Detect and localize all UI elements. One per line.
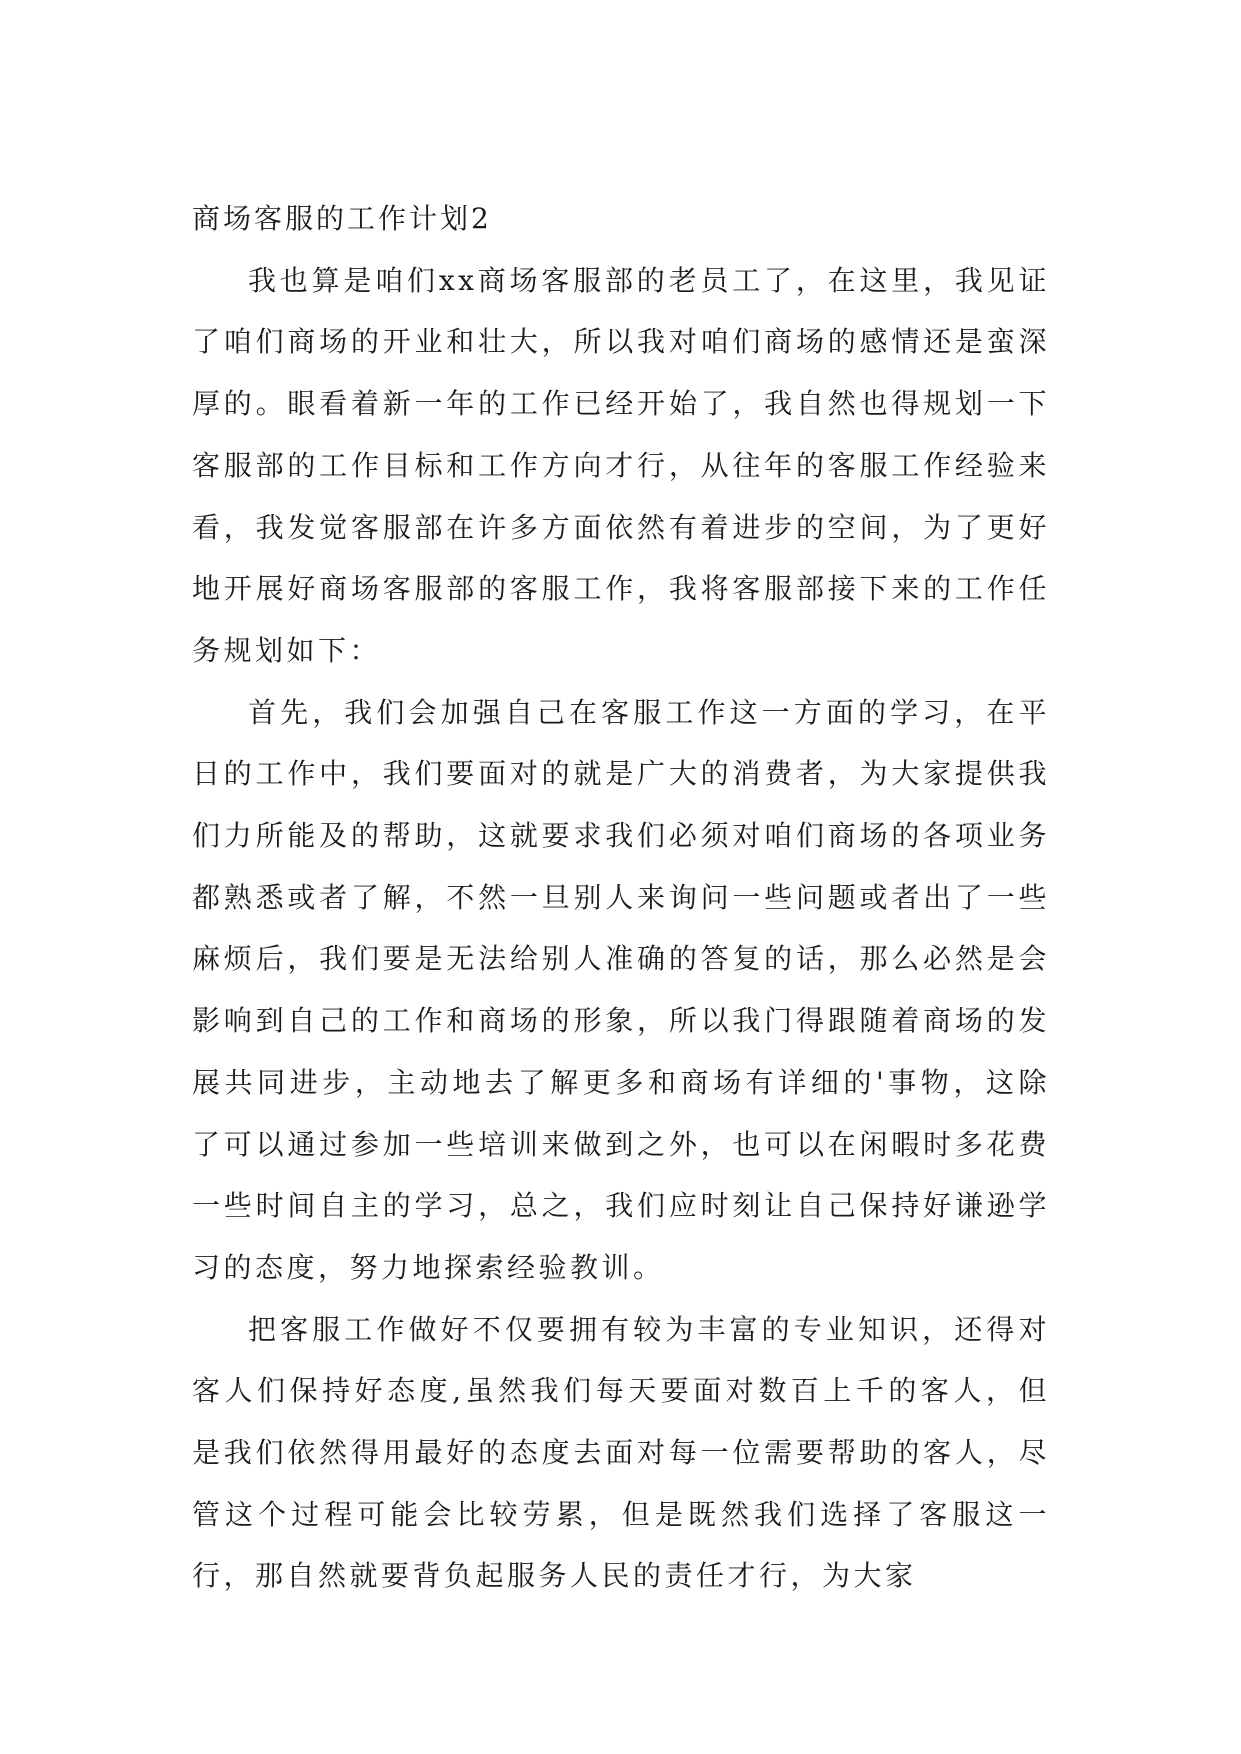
document-title: 商场客服的工作计划2 — [192, 202, 492, 235]
paragraph-intro: 我也算是咱们xx商场客服部的老员工了，在这里，我见证了咱们商场的开业和壮大，所以我对咱们商场的感情还是蛮深厚的。眼看着新一年的工作已经开始了，我自然也得规划一下客服部的工作目标和工作方向才行，从往年的客服工作经验来看，我发觉客服部在许多方面依然有着进步的空间，为了更好地开展好商场客服部的客服工作，我将客服部接下来的工作任务规划如下： — [192, 263, 1050, 667]
document-body — [192, 188, 1050, 1607]
paragraph-learning: 首先，我们会加强自己在客服工作这一方面的学习，在平日的工作中，我们要面对的就是广大的消费者，为大家提供我们力所能及的帮助，这就要求我们必须对咱们商场的各项业务都熟悉或者了解，不然一旦别人来询问一些问题或者出了一些麻烦后，我们要是无法给别人准确的答复的话，那么必然是会影响到自己的工作和商场的形象，所以我门得跟随着商场的发展共同进步，主动地去了解更多和商场有详细的'事物，这除了可以通过参加一些培训来做到之外，也可以在闲暇时多花费一些时间自主的学习，总之，我们应时刻让自己保持好谦逊学习的态度，努力地探索经验教训。 — [192, 695, 1050, 1284]
paragraph-attitude: 把客服工作做好不仅要拥有较为丰富的专业知识，还得对客人们保持好态度,虽然我们每天要面对数百上千的客人，但是我们依然得用最好的态度去面对每一位需要帮助的客人，尽管这个过程可能会比较劳累，但是既然我们选择了客服这一行，那自然就要背负起服务人民的责任才行，为大家 — [192, 1312, 1050, 1593]
